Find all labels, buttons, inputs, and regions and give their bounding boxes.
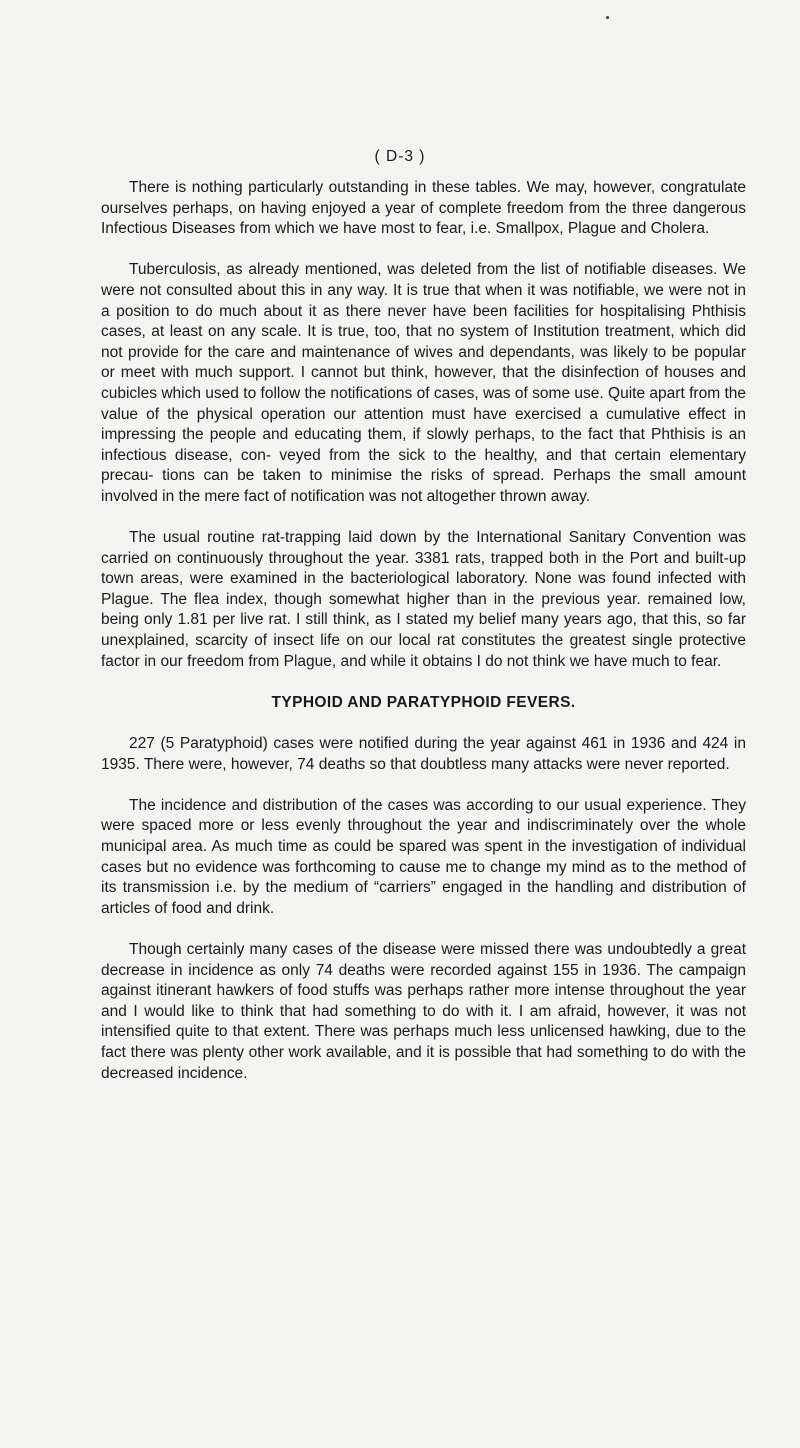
paragraph-incidence-distribution: The incidence and distribution of the cases was according to our usual experience. They were spaced more or less evenly throughout the year and indiscriminately over the whole municipal area. As much time as could be spared was spent in the investigation of individual cases but no evidence was forthcoming to cause me to change my mind as to the method of its transmission i.e. by the medium of “carriers” engaged in the handling and distribution of articles of food and drink.: [101, 796, 746, 917]
paragraph-typhoid-cases: 227 (5 Paratyphoid) cases were notified during the year against 461 in 1936 and 424 in 1935. There were, however, 74 deaths so that doubtless many attacks were never reported.: [101, 735, 746, 773]
page-number: ( D-3 ): [374, 148, 426, 165]
section-heading: TYPHOID AND PARATYPHOID FEVERS.: [271, 693, 576, 711]
paragraph-decrease-incidence: Though certainly many cases of the disease were missed there was undoubtedly a great decrease in incidence as only 74 deaths were recorded against 155 in 1936. The campaign against itinerant hawkers of food stuffs was perhaps rather more intense throughout the year and I would like to think that had something to do with it. I am afraid, however, it was not intensified quite to that extent. There was perhaps much less unlicensed hawking, due to the fact there was plenty other work available, and it is possible that had something to do with the decreased incidence.: [101, 940, 746, 1082]
paragraph-tuberculosis: Tuberculosis, as already mentioned, was deleted from the list of notifiable diseases. We were not consulted about this in any way. It is true that when it was notifiable, we were not in a position to do much about it as there never have been facilities for hospitalising Phthisis cases, at least on any scale. It is true, too, that no system of Institution treatment, which did not provide for the care and maintenance of wives and dependants, was likely to be popular or meet with much support. I cannot but think, however, that the disinfection of houses and cubicles which used to follow the notifications of cases, was of some use. Quite apart from the value of the physical operation our attention must have exercised a cumulative effect in impressing the people and educating them, if slowly perhaps, to the fact that Phthisis is an infectious disease, con- veyed from the sick to the healthy, and that certain elementary precau- tions can be taken to minimise the risks of spread. Perhaps the small amount involved in the mere fact of notification was not altogether thrown away.: [101, 261, 746, 505]
ink-speck: [606, 16, 609, 19]
paragraph-rat-trapping: The usual routine rat-trapping laid down by the International Sanitary Convention was carried on continuously throughout the year. 3381 rats, trapped both in the Port and built-up town areas, were examined in the bacteriological laboratory. None was found infected with Plague. The flea index, though somewhat higher than in the previous year. remained low, being only 1.81 per live rat. I still think, as I stated my belief many years ago, that this, so far unexplained, scarcity of insect life on our local rat constitutes the greatest single protective factor in our freedom from Plague, and while it obtains I do not think we have much to fear.: [101, 529, 746, 670]
body-text: [101, 178, 746, 1105]
paragraph-freedom-from-diseases: There is nothing particularly outstanding in these tables. We may, however, congratulate ourselves perhaps, on having enjoyed a year of complete freedom from the three dangerous Infectious Diseases from which we have most to fear, i.e. Smallpox, Plague and Cholera.: [101, 179, 746, 238]
